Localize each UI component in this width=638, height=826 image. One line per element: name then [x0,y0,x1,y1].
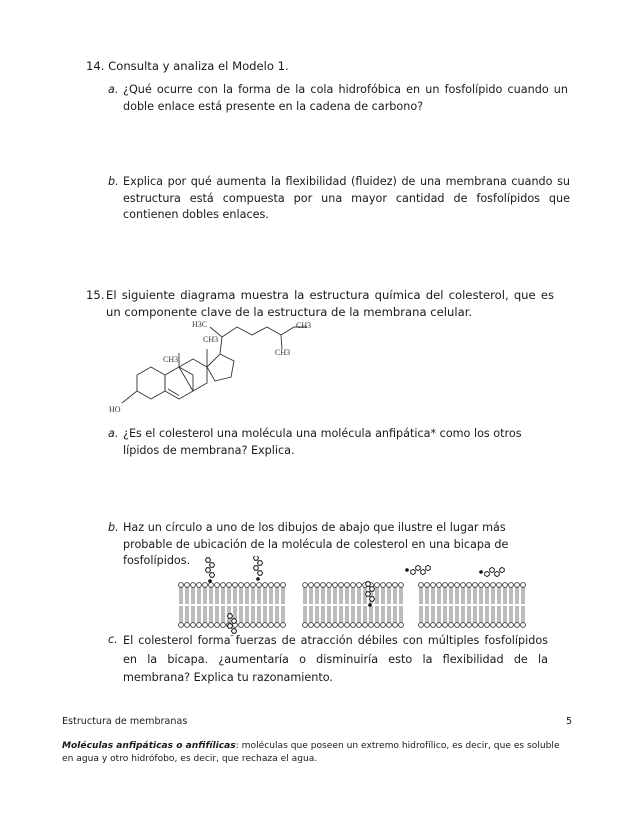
item-text: Haz un círculo a uno de los dibujos de abajo que ilustre el lugar más probable de ubicación de la molécula de colesterol en una bicapa de fosfolípidos. [123,521,509,567]
question-15c [108,632,548,688]
footnote-term: Moléculas anfipáticas o anfifílicas [62,741,236,751]
item-letter: b. [108,521,119,534]
item-text: El colesterol forma fuerzas de atracción débiles con múltiples fosfolípidos en la bicapa. ¿aumentaría o disminuiría esto la flexibilidad de la membrana? Explica tu razonamiento. [123,634,548,684]
item-letter: b. [108,175,119,188]
bilayer-option-2[interactable] [303,582,404,628]
item-letter: c. [108,633,118,646]
footnote [62,740,570,766]
cholesterol-structure [100,315,330,420]
cholesterol-mark [253,556,262,581]
bilayer-options [178,556,538,636]
question-14 [86,58,566,75]
ch3-right-label: CH3 [296,321,312,330]
bilayer-option-3[interactable] [405,565,525,627]
question-number: 14. [86,59,105,73]
item-text: ¿Es el colesterol una molécula una molécula anfipática* como los otros lípidos de membrana? Explica. [123,427,522,457]
question-text: Consulta y analiza el Modelo 1. [108,59,289,73]
ch3-upper-label: CH3 [203,335,219,344]
item-letter: a. [108,427,119,440]
ho-label: HO [109,405,121,414]
ch3-left-label: CH3 [163,355,179,364]
cholesterol-mark [479,567,504,576]
footer-title: Estructura de membranas [62,716,188,727]
cholesterol-mark [205,558,214,583]
h3c-label: H3C [192,320,208,329]
item-letter: a. [108,83,119,96]
bilayer-option-1[interactable] [179,556,286,636]
question-14b [108,174,570,224]
ch3-mid-label: CH3 [275,348,291,357]
page-number: 5 [566,716,573,727]
item-text: ¿Qué ocurre con la forma de la cola hidrofóbica en un fosfolípido cuando un doble enlace está presente en la cadena de carbono? [123,83,568,113]
footnote-definition: : moléculas que poseen un extremo hidrofílico, es decir, que es soluble en agua y otro hidrófobo, es decir, que rechaza el agua. [62,741,560,764]
question-text: El siguiente diagrama muestra la estructura química del colesterol, que es un componente clave de la estructura de la membrana celular. [106,288,554,319]
item-text: Explica por qué aumenta la flexibilidad (fluidez) de una membrana cuando su estructura está compuesta por una mayor cantidad de fosfolípidos que contienen dobles enlaces. [123,175,570,221]
question-number: 15. [86,288,105,302]
cholesterol-mark [405,565,430,574]
question-15a [108,426,548,459]
question-14a [108,82,568,115]
